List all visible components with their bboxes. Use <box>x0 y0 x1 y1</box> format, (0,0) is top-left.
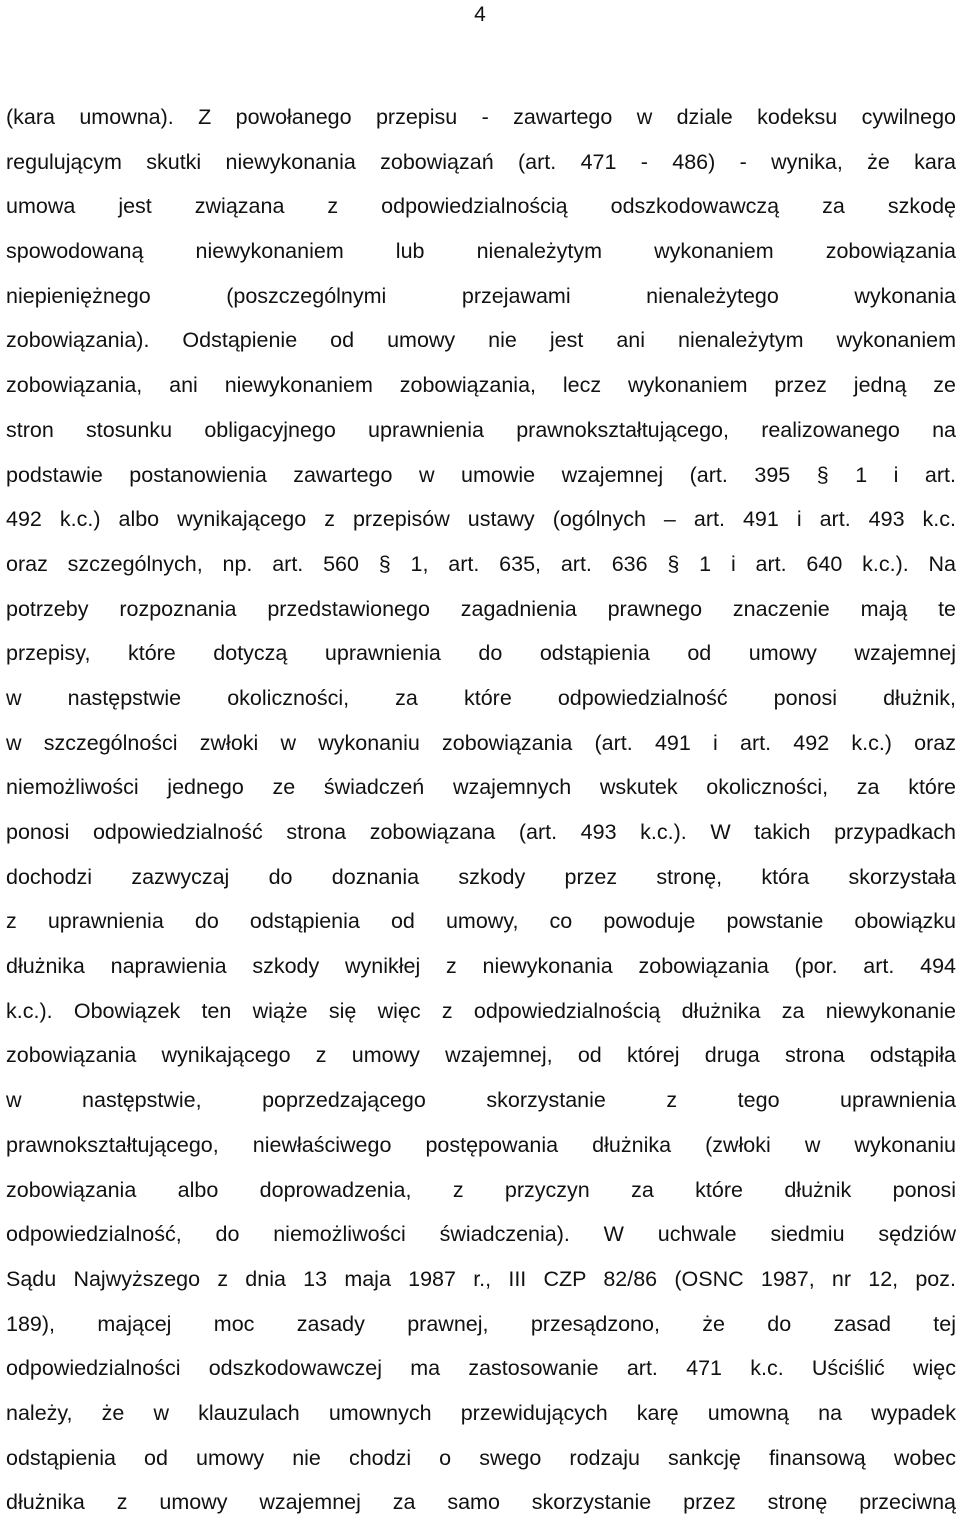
text-line: zobowiązania wynikającego z umowy wzajemnej, od której druga strona odstąpiła <box>6 1043 956 1068</box>
text-line: ponosi odpowiedzialność strona zobowiązana (art. 493 k.c.). W takich przypadkach <box>6 820 956 844</box>
text-line: podstawie postanowienia zawartego w umowie wzajemnej (art. 395 § 1 i art. <box>6 462 956 487</box>
text-line: potrzeby rozpoznania przedstawionego zagadnienia prawnego znaczenie mają te <box>6 596 956 621</box>
body-text <box>6 95 956 1525</box>
text-line: Sądu Najwyższego z dnia 13 maja 1987 r., III CZP 82/86 (OSNC 1987, nr 12, poz. <box>6 1266 956 1291</box>
text-line: dochodzi zazwyczaj do doznania szkody przez stronę, która skorzystała <box>6 864 956 889</box>
text-line: (kara umowna). Z powołanego przepisu - zawartego w dziale kodeksu cywilnego <box>6 105 956 129</box>
text-line: oraz szczególnych, np. art. 560 § 1, art. 635, art. 636 § 1 i art. 640 k.c.). Na <box>6 551 956 576</box>
text-line: odstąpienia od umowy nie chodzi o swego rodzaju sankcję finansową wobec <box>6 1445 956 1470</box>
text-line: zobowiązania, ani niewykonaniem zobowiązania, lecz wykonaniem przez jedną ze <box>6 373 956 398</box>
text-line: z uprawnienia do odstąpienia od umowy, co powoduje powstanie obowiązku <box>6 909 956 934</box>
text-line: prawnokształtującego, niewłaściwego postępowania dłużnika (zwłoki w wykonaniu <box>6 1132 956 1157</box>
text-line: niepieniężnego (poszczególnymi przejawami nienależytego wykonania <box>6 283 956 308</box>
text-line: regulującym skutki niewykonania zobowiązań (art. 471 - 486) - wynika, że kara <box>6 149 956 174</box>
text-line: umowa jest związana z odpowiedzialnością odszkodowawczą za szkodę <box>6 194 956 219</box>
text-line: stron stosunku obligacyjnego uprawnienia prawnokształtującego, realizowanego na <box>6 417 956 442</box>
text-line: zobowiązania albo doprowadzenia, z przyczyn za które dłużnik ponosi <box>6 1177 956 1202</box>
text-line: 492 k.c.) albo wynikającego z przepisów ustawy (ogólnych – art. 491 i art. 493 k.c. <box>6 507 956 532</box>
text-line: przepisy, które dotyczą uprawnienia do odstąpienia od umowy wzajemnej <box>6 641 956 666</box>
text-line: dłużnika z umowy wzajemnej za samo skorzystanie przez stronę przeciwną <box>6 1490 956 1515</box>
text-line: należy, że w klauzulach umownych przewidujących karę umowną na wypadek <box>6 1400 956 1425</box>
text-line: w szczególności zwłoki w wykonaniu zobowiązania (art. 491 i art. 492 k.c.) oraz <box>6 730 956 755</box>
text-line: dłużnika naprawienia szkody wynikłej z niewykonania zobowiązania (por. art. 494 <box>6 954 956 979</box>
text-line: niemożliwości jednego ze świadczeń wzajemnych wskutek okoliczności, za które <box>6 775 956 800</box>
text-line: w następstwie okoliczności, za które odpowiedzialność ponosi dłużnik, <box>6 685 956 710</box>
text-line: w następstwie, poprzedzającego skorzystanie z tego uprawnienia <box>6 1088 956 1113</box>
text-line: spowodowaną niewykonaniem lub nienależytym wykonaniem zobowiązania <box>6 239 956 264</box>
text-line: k.c.). Obowiązek ten wiąże się więc z odpowiedzialnością dłużnika za niewykonanie <box>6 998 956 1023</box>
page-number: 4 <box>474 3 486 26</box>
text-line: zobowiązania). Odstąpienie od umowy nie jest ani nienależytym wykonaniem <box>6 328 956 353</box>
text-line: 189), mającej moc zasady prawnej, przesądzono, że do zasad tej <box>6 1311 956 1336</box>
text-line: odpowiedzialności odszkodowawczej ma zastosowanie art. 471 k.c. Uściślić więc <box>6 1356 956 1381</box>
text-line: odpowiedzialność, do niemożliwości świadczenia). W uchwale siedmiu sędziów <box>6 1222 956 1247</box>
